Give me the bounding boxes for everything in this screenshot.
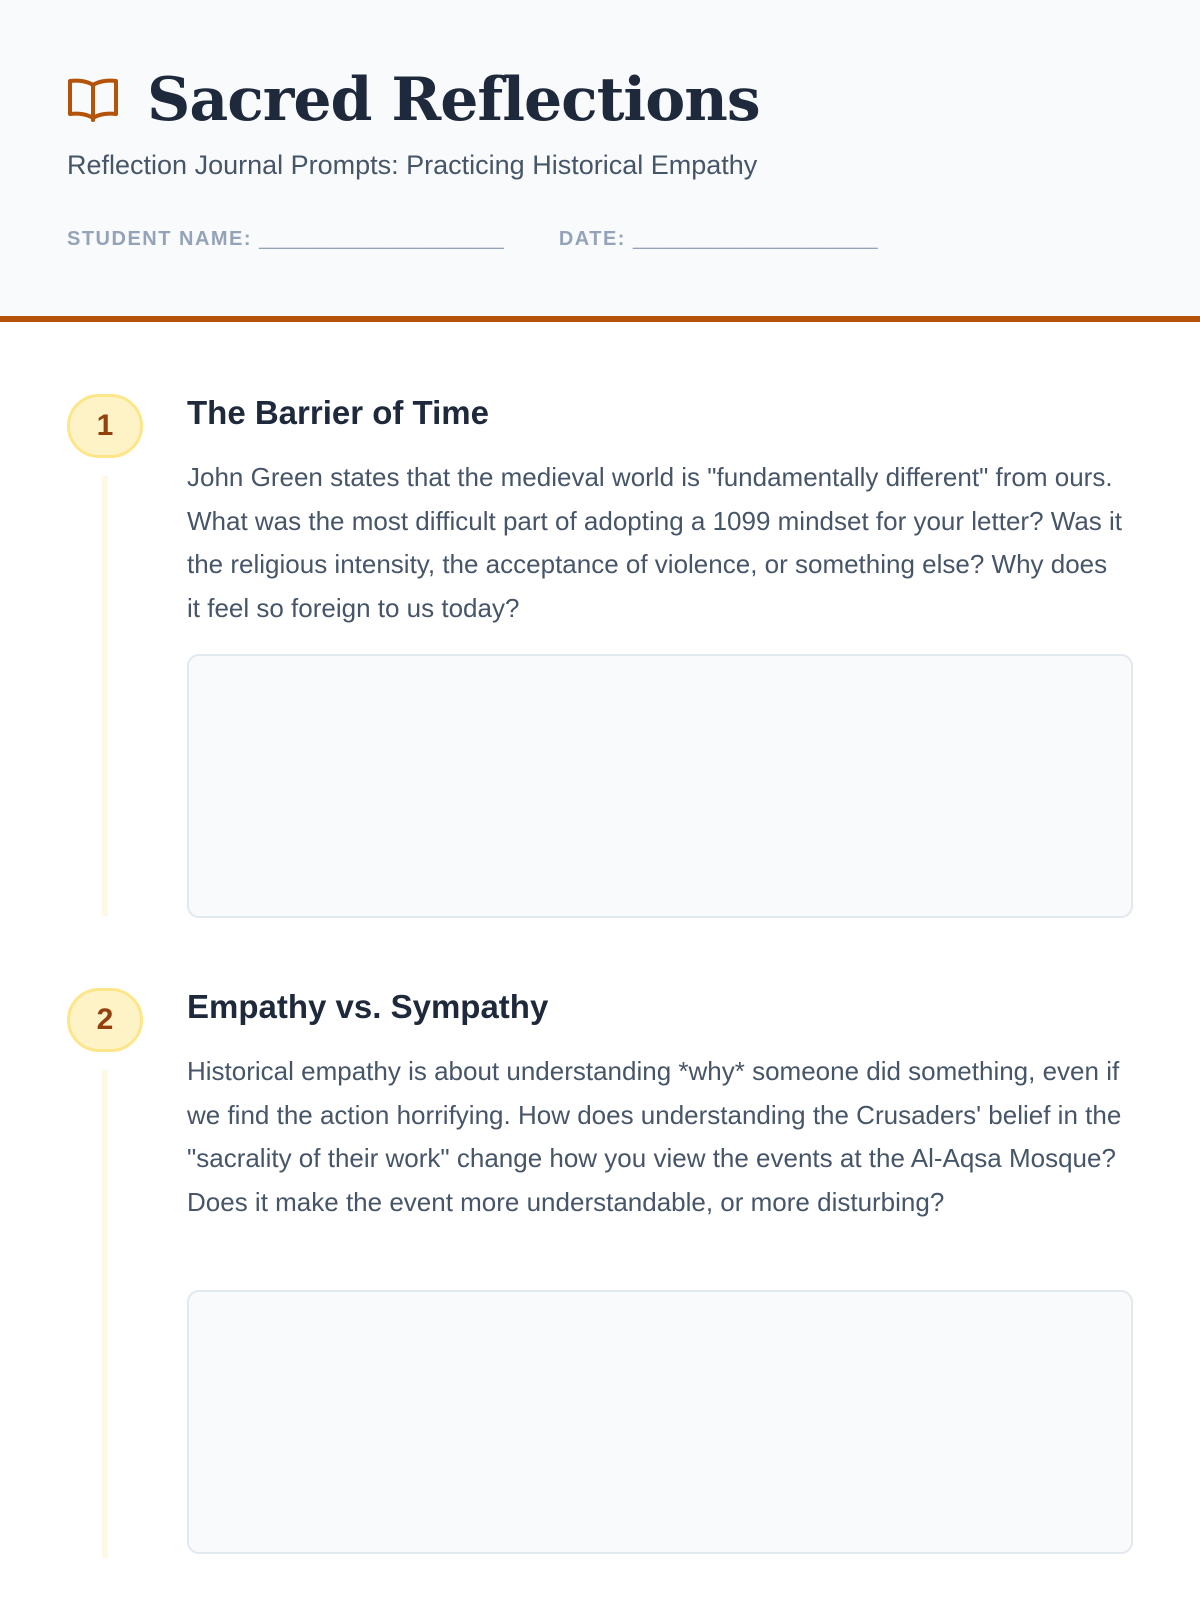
timeline-rail [102, 1070, 108, 1558]
prompt-text: Historical empathy is about understanding *why* someone did something, even if we find the action horrifying. How does understanding the Crusaders' belief in the "sacrality of their work" change how you view the events at the Al-Aqsa Mosque? Does it make the event more understandable, or more disturbing? [187, 1056, 1122, 1217]
prompt-card [67, 394, 1134, 934]
date-field[interactable] [559, 228, 878, 251]
page-subtitle: Reflection Journal Prompts: Practicing Historical Empathy [67, 150, 758, 180]
prompt-card [67, 988, 1134, 1558]
student-name-label: STUDENT NAME: [67, 228, 253, 250]
student-name-line: ______________________ [259, 228, 504, 250]
timeline-rail [102, 476, 108, 916]
student-info-fields [67, 228, 878, 251]
prompt-title: Empathy vs. Sympathy [187, 988, 549, 1025]
prompt-number-badge: 1 [67, 394, 143, 458]
title-row [67, 65, 760, 135]
prompt-number-badge: 2 [67, 988, 143, 1052]
prompt-title: The Barrier of Time [187, 394, 489, 431]
date-line: ______________________ [633, 228, 878, 250]
date-label: DATE: [558, 228, 626, 250]
page-header [0, 0, 1200, 322]
answer-box[interactable] [187, 1290, 1133, 1554]
student-name-field[interactable] [67, 228, 504, 251]
prompt-text: John Green states that the medieval world is "fundamentally different" from ours. What was the most difficult part of adopting a 1099 mindset for your letter? Was it the religious intensity, the acceptance of violence, or something else? Why does it feel so foreign to us today? [187, 462, 1123, 623]
open-book-icon [67, 76, 119, 124]
page-title: Sacred Reflections [147, 65, 760, 135]
answer-box[interactable] [187, 654, 1133, 918]
